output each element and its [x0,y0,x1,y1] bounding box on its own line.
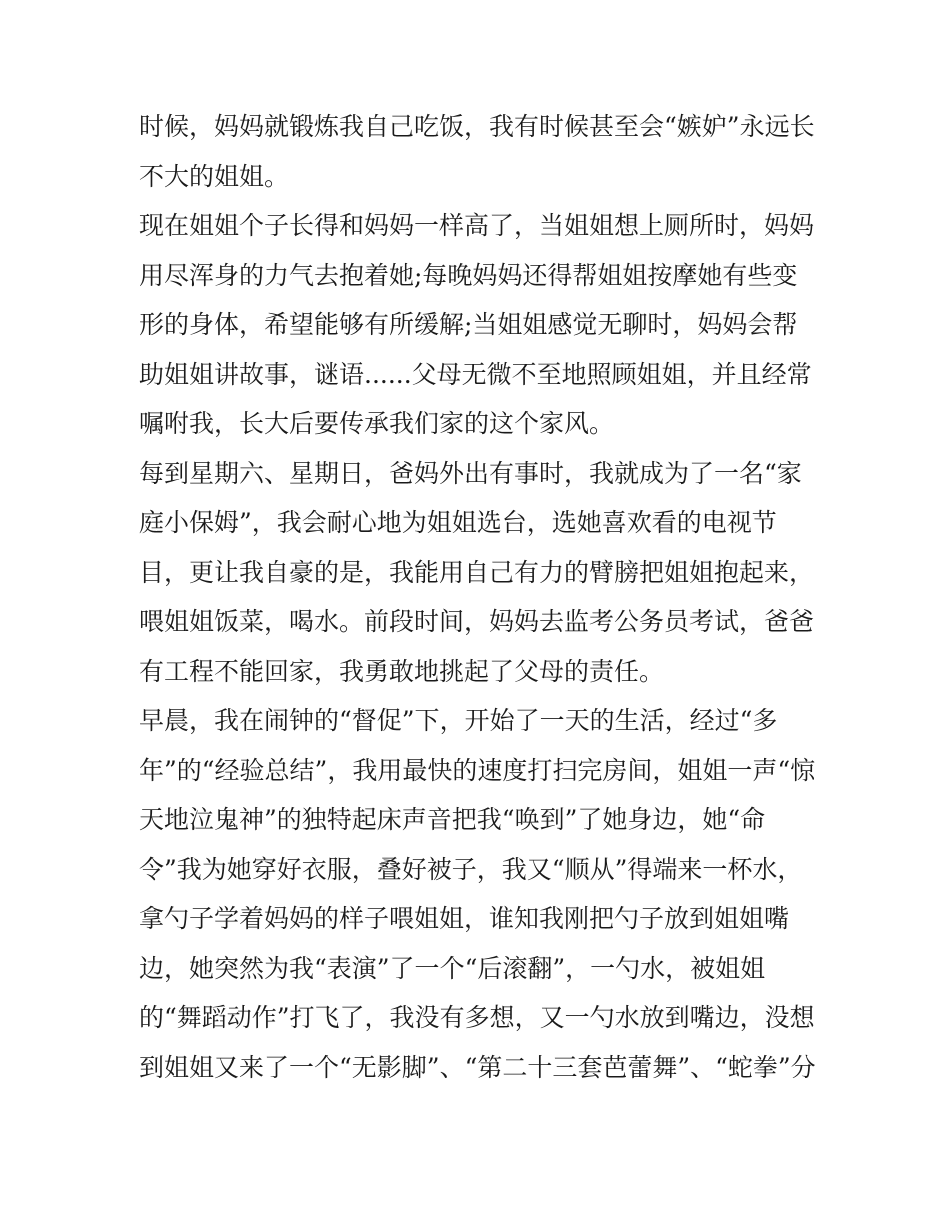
text-line-7: 嘱咐我，长大后要传承我们家的这个家风。 [139,409,615,438]
text-line-13: 早晨，我在闹钟的“督促”下，开始了一天的生活，经过“多 [139,706,778,735]
text-line-10: 目，更让我自豪的是，我能用自己有力的臂膀把姐姐抱起来， [139,557,815,587]
text-line-1: 时候，妈妈就锻炼我自己吃饭，我有时候甚至会“嫉妒”永远长 [139,112,815,141]
text-line-2: 不大的姐姐。 [139,161,290,191]
text-line-15: 天地泣鬼神”的独特起床声音把我“唤到”了她身边，她“命 [139,805,766,834]
text-line-3: 现在姐姐个子长得和妈妈一样高了，当姐姐想上厕所时，妈妈 [139,211,815,240]
text-line-12: 有工程不能回家，我勇敢地挑起了父母的责任。 [139,656,665,686]
body-text [139,102,829,1092]
text-line-20: 到姐姐又来了一个“无影脚”、“第二十三套芭蕾舞”、“蛇拳”分 [139,1052,816,1082]
text-line-5: 形的身体，希望能够有所缓解;当姐姐感觉无聊时，妈妈会帮 [139,310,798,339]
text-line-19: 的“舞蹈动作”打飞了，我没有多想，又一勺水放到嘴边，没想 [139,1003,815,1032]
text-line-16: 令”我为她穿好衣服，叠好被子，我又“顺从”得端来一杯水， [139,854,803,884]
text-line-14: 年”的“经验总结”，我用最快的速度打扫完房间，姐姐一声“惊 [139,755,816,785]
text-line-17: 拿勺子学着妈妈的样子喂姐姐，谁知我刚把勺子放到姐姐嘴 [139,904,790,933]
text-line-11: 喂姐姐饭菜，喝水。前段时间，妈妈去监考公务员考试，爸爸 [139,607,815,636]
text-line-6: 助姐姐讲故事，谜语......父母无微不至地照顾姐姐，并且经常 [139,359,812,389]
text-line-9: 庭小保姆”，我会耐心地为姐姐选台，选她喜欢看的电视节 [139,508,777,537]
text-line-18: 边，她突然为我“表演”了一个“后滚翻”，一勺水，被姐姐 [139,953,766,983]
text-line-4: 用尽浑身的力气去抱着她;每晚妈妈还得帮姐姐按摩她有些变 [139,260,798,290]
text-line-8: 每到星期六、星期日，爸妈外出有事时，我就成为了一名“家 [139,458,802,488]
